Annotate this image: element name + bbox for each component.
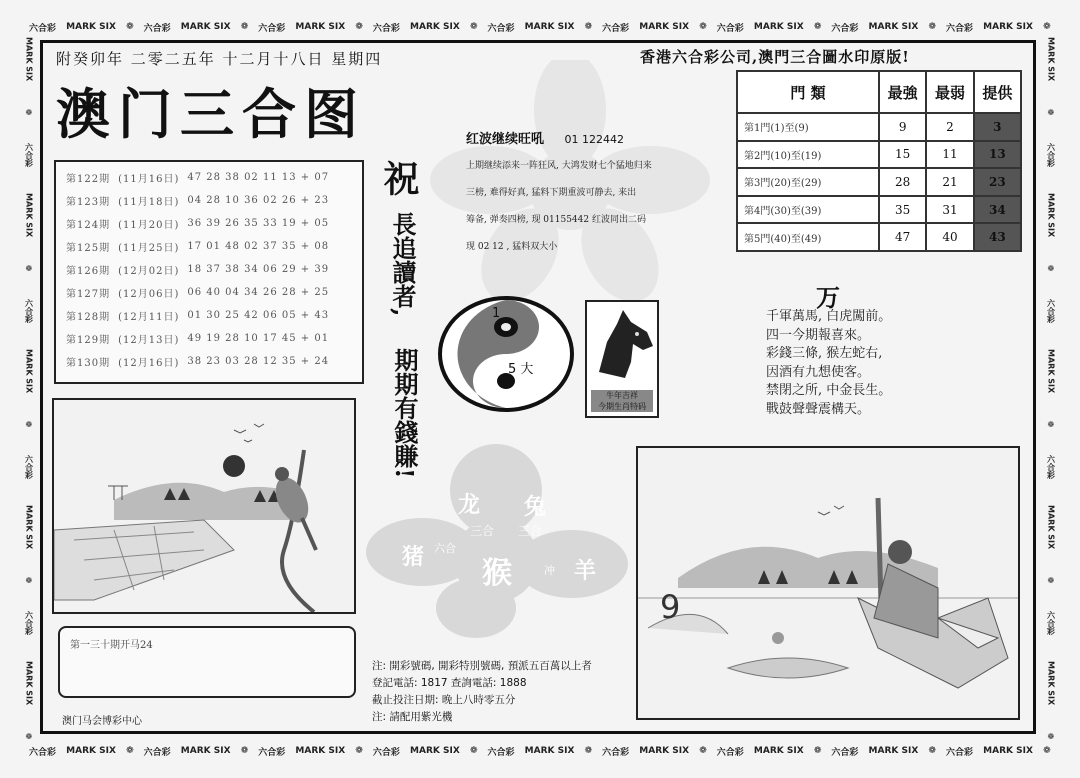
- poem-line: 禁閉之所, 中金長生。: [766, 383, 892, 398]
- draw-history-table: [62, 166, 333, 373]
- fisherman-illustration-icon: [638, 448, 1018, 718]
- border-strip-item: 六合彩: [487, 747, 515, 758]
- border-strip-item: MARK SIX: [524, 22, 575, 32]
- border-strip-item: 六合彩: [24, 611, 34, 636]
- number-table-weak: 40: [926, 223, 973, 251]
- history-numbers: 01 30 25 42 06 05 + 43: [187, 310, 330, 321]
- hotline-line: 三榜, 难得好真, 猛料下期重波可静去, 来出: [466, 188, 637, 198]
- center-name: 澳门马会博彩中心: [62, 716, 142, 727]
- border-strip-item: ❁: [469, 746, 478, 756]
- note-line: 登記電話: 1817 查詢電話: 1888: [372, 677, 527, 689]
- border-strip-item: ❁: [928, 746, 936, 756]
- history-period: 第122期: [66, 174, 111, 185]
- border-strip-item: ❁: [240, 746, 249, 756]
- bottom-border-strip: [24, 740, 1056, 762]
- zodiac-sanhe-left: 三合: [470, 524, 495, 538]
- history-row: [62, 304, 333, 327]
- border-strip-item: ❁: [126, 22, 134, 32]
- border-strip-item: 六合彩: [24, 298, 34, 323]
- border-strip-item: MARK SIX: [639, 22, 690, 32]
- history-period: 第126期: [66, 266, 111, 277]
- border-strip-item: ❁: [1046, 263, 1056, 273]
- border-strip-item: MARK SIX: [24, 661, 34, 706]
- number-table-strong: 15: [879, 141, 926, 169]
- border-strip-item: MARK SIX: [1046, 37, 1056, 82]
- border-strip-item: ❁: [1046, 107, 1056, 117]
- number-table-weak: 11: [926, 141, 973, 169]
- poem-block: [766, 308, 891, 419]
- number-table-row: [737, 168, 1021, 196]
- border-strip-item: MARK SIX: [524, 746, 575, 756]
- border-strip-item: MARK SIX: [410, 22, 460, 32]
- period-note: 第一三十期开马24: [70, 640, 153, 651]
- number-table-label: 第1門(1)至(9): [737, 113, 879, 141]
- border-strip-item: MARK SIX: [983, 746, 1033, 756]
- poem-line: 彩錢三條, 猴左蛇右,: [766, 346, 883, 361]
- hotline-line: 上期继续添来一阵狂风, 大鸿发财七个猛地归来: [466, 161, 652, 171]
- hotline-block: [466, 128, 706, 261]
- border-strip-item: 六合彩: [831, 23, 859, 34]
- border-strip-item: MARK SIX: [753, 22, 804, 32]
- history-date: (12月13日): [118, 335, 180, 346]
- border-strip-item: ❁: [1046, 419, 1056, 429]
- hotline-heading: 红波继续旺吼: [466, 132, 545, 147]
- border-strip-item: MARK SIX: [1046, 661, 1056, 706]
- notes-block: [372, 658, 592, 726]
- border-strip-item: 六合彩: [258, 23, 286, 34]
- date-line: 附癸卯年 二零二五年 十二月十八日 星期四: [56, 50, 383, 68]
- border-strip-item: 六合彩: [946, 747, 974, 758]
- number-table-weak: 31: [926, 196, 973, 224]
- border-strip-item: 六合彩: [24, 142, 34, 167]
- note-line: 注: 請配用紫光機: [372, 711, 453, 723]
- border-strip-item: 六合彩: [1046, 142, 1056, 167]
- border-strip-item: MARK SIX: [639, 746, 690, 756]
- border-strip-item: ❁: [1043, 22, 1051, 32]
- hotline-phone: 01 122442: [564, 133, 625, 146]
- yin-yang-label: 5 大: [508, 362, 534, 377]
- landscape-bird-illustration-icon: [54, 400, 354, 612]
- poem-line: 戰鼓聲聲震構天。: [766, 401, 871, 417]
- number-table-strong: 28: [879, 168, 926, 196]
- number-table-offer: 23: [974, 168, 1021, 196]
- history-date: (11月18日): [118, 197, 180, 208]
- landscape-picture-left: [52, 398, 356, 614]
- number-table-label: 第4門(30)至(39): [737, 196, 879, 224]
- history-date: (11月20日): [118, 220, 180, 231]
- history-period: 第129期: [66, 335, 111, 346]
- number-table-row: [737, 141, 1021, 169]
- number-table-header: 最強: [879, 71, 926, 113]
- zodiac-rabbit: 兔: [524, 494, 547, 520]
- border-strip-item: ❁: [24, 419, 34, 429]
- border-strip-item: MARK SIX: [868, 22, 919, 32]
- border-strip-item: MARK SIX: [1046, 193, 1056, 238]
- border-strip-item: 六合彩: [716, 23, 744, 34]
- right-border-strip: [1040, 24, 1062, 754]
- zodiac-monkey: 猴: [482, 556, 512, 591]
- history-date: (12月16日): [118, 358, 180, 369]
- horse-head-icon: [587, 302, 657, 386]
- number-table-offer: 34: [974, 196, 1021, 224]
- border-strip-item: MARK SIX: [66, 22, 116, 32]
- slogan-wish: 祝: [378, 160, 420, 196]
- border-strip-item: 六合彩: [24, 455, 34, 479]
- history-numbers: 49 19 28 10 17 45 + 01: [187, 333, 330, 344]
- number-table-offer: 13: [974, 141, 1021, 169]
- history-period: 第124期: [66, 220, 111, 231]
- history-row: [62, 235, 333, 258]
- horse-card: [585, 300, 659, 418]
- border-strip-item: 六合彩: [602, 23, 630, 34]
- number-table-strong: 47: [879, 223, 926, 251]
- border-strip-item: 六合彩: [372, 23, 400, 34]
- border-strip-item: ❁: [24, 107, 34, 117]
- history-period: 第125期: [66, 243, 111, 254]
- border-strip-item: 六合彩: [29, 23, 57, 34]
- history-date: (11月25日): [118, 243, 180, 254]
- border-strip-item: MARK SIX: [410, 746, 460, 756]
- number-table-row: [737, 196, 1021, 224]
- zodiac-dragon: 龙: [458, 492, 481, 518]
- number-table-weak: 21: [926, 168, 973, 196]
- picture-digit: 9: [660, 588, 681, 626]
- poem-title: 万: [816, 283, 840, 312]
- border-strip-item: ❁: [355, 22, 363, 32]
- yin-yang-top-number: 1: [492, 306, 501, 321]
- border-strip-item: MARK SIX: [180, 746, 231, 756]
- left-border-strip: [18, 24, 40, 754]
- border-strip-item: 六合彩: [946, 23, 974, 34]
- number-table-strong: 9: [879, 113, 926, 141]
- hotline-line: 筹备, 弹奏四榜, 现 01155442 红波同出二码: [466, 215, 646, 225]
- slogan-earn: 期期有錢賺!: [390, 348, 419, 479]
- border-strip-item: 六合彩: [143, 747, 171, 758]
- history-row: [62, 258, 333, 281]
- history-row: [62, 327, 333, 350]
- border-strip-item: MARK SIX: [180, 22, 231, 32]
- border-strip-item: 六合彩: [258, 747, 286, 758]
- number-table-header: 門 類: [737, 71, 879, 113]
- number-table-label: 第3門(20)至(29): [737, 168, 879, 196]
- border-strip-item: MARK SIX: [24, 193, 34, 238]
- number-table-label: 第2門(10)至(19): [737, 141, 879, 169]
- border-strip-item: MARK SIX: [868, 746, 919, 756]
- slogan-readers: 長追讀者,: [388, 212, 417, 317]
- number-table-row: [737, 223, 1021, 251]
- company-banner: 香港六合彩公司,澳門三合圖水印原版!: [640, 48, 910, 66]
- border-strip-item: 六合彩: [831, 747, 859, 758]
- history-numbers: 36 39 26 35 33 19 + 05: [187, 218, 330, 229]
- border-strip-item: 六合彩: [372, 747, 400, 758]
- history-date: (12月11日): [118, 312, 180, 323]
- border-strip-item: 六合彩: [487, 23, 515, 34]
- history-date: (11月16日): [118, 174, 180, 185]
- history-date: (12月06日): [118, 289, 180, 300]
- draw-history-box: [54, 160, 364, 384]
- number-table-row: [737, 113, 1021, 141]
- border-strip-item: ❁: [928, 22, 936, 32]
- number-group-table: [736, 70, 1022, 252]
- top-border-strip: [24, 16, 1056, 38]
- number-table-label: 第5門(40)至(49): [737, 223, 879, 251]
- zodiac-goat: 羊: [574, 558, 597, 584]
- history-numbers: 47 28 38 02 11 13 + 07: [187, 172, 330, 183]
- note-line: 截止投注日期: 晚上八時零五分: [372, 694, 516, 706]
- zodiac-pig: 猪: [402, 544, 425, 570]
- border-strip-item: ❁: [24, 575, 34, 585]
- border-strip-item: ❁: [126, 746, 134, 756]
- border-strip-item: ❁: [1043, 746, 1051, 756]
- border-strip-item: 六合彩: [716, 747, 744, 758]
- border-strip-item: ❁: [813, 746, 822, 756]
- border-strip-item: ❁: [584, 746, 593, 756]
- border-strip-item: MARK SIX: [983, 22, 1033, 32]
- history-period: 第130期: [66, 358, 111, 369]
- page-title: 澳门三合图: [56, 83, 366, 146]
- history-numbers: 04 28 10 36 02 26 + 23: [187, 195, 330, 206]
- border-strip-item: MARK SIX: [1046, 349, 1056, 394]
- history-row: [62, 166, 333, 189]
- horse-card-line2: 今期生肖特码: [598, 402, 646, 411]
- history-numbers: 18 37 38 34 06 29 + 39: [187, 264, 330, 275]
- history-row: [62, 281, 333, 304]
- number-table-offer: 43: [974, 223, 1021, 251]
- border-strip-item: 六合彩: [29, 747, 57, 758]
- history-numbers: 06 40 04 34 26 28 + 25: [187, 287, 330, 298]
- border-strip-item: ❁: [240, 22, 249, 32]
- poem-line: 千軍萬馬, 白虎闖前。: [766, 309, 892, 324]
- yin-yang-icon: [436, 296, 576, 412]
- border-strip-item: ❁: [1046, 731, 1056, 741]
- border-strip-item: MARK SIX: [66, 746, 116, 756]
- border-strip-item: 六合彩: [143, 23, 171, 34]
- history-numbers: 17 01 48 02 37 35 + 08: [187, 241, 330, 252]
- zodiac-sanhe-right: 三合: [518, 524, 543, 538]
- border-strip-item: MARK SIX: [295, 22, 346, 32]
- border-strip-item: MARK SIX: [24, 37, 34, 82]
- border-strip-item: 六合彩: [1046, 455, 1056, 479]
- number-table-header: 提供: [974, 71, 1021, 113]
- zodiac-chong: 冲: [544, 564, 555, 577]
- border-strip-item: MARK SIX: [1046, 505, 1056, 550]
- number-table-weak: 2: [926, 113, 973, 141]
- history-date: (12月02日): [118, 266, 180, 277]
- number-table-offer: 3: [974, 113, 1021, 141]
- border-strip-item: ❁: [24, 263, 34, 273]
- border-strip-item: ❁: [1046, 575, 1056, 585]
- history-period: 第123期: [66, 197, 111, 208]
- border-strip-item: ❁: [584, 22, 593, 32]
- border-strip-item: ❁: [699, 746, 707, 756]
- horse-card-line1: 牛年吉祥: [606, 391, 638, 400]
- border-strip-item: ❁: [355, 746, 363, 756]
- history-row: [62, 350, 333, 373]
- history-row: [62, 212, 333, 235]
- border-strip-item: 六合彩: [1046, 611, 1056, 636]
- history-period: 第128期: [66, 312, 111, 323]
- border-strip-item: MARK SIX: [295, 746, 346, 756]
- poem-line: 因酒有九想使客。: [766, 364, 871, 380]
- zodiac-liuhe: 六合: [434, 542, 456, 555]
- poem-line: 四一今期報喜來。: [766, 327, 871, 343]
- border-strip-item: ❁: [699, 22, 707, 32]
- landscape-picture-right: [636, 446, 1020, 720]
- border-strip-item: 六合彩: [1046, 298, 1056, 323]
- border-strip-item: ❁: [24, 731, 34, 741]
- border-strip-item: MARK SIX: [24, 505, 34, 550]
- border-strip-item: 六合彩: [602, 747, 630, 758]
- history-row: [62, 189, 333, 212]
- period-note-box: [58, 626, 356, 698]
- border-strip-item: ❁: [813, 22, 822, 32]
- history-period: 第127期: [66, 289, 111, 300]
- history-numbers: 38 23 03 28 12 35 + 24: [187, 356, 330, 367]
- number-table-header: 最弱: [926, 71, 973, 113]
- border-strip-item: MARK SIX: [753, 746, 804, 756]
- hotline-line: 现 02 12 , 猛料双大小: [466, 242, 558, 252]
- border-strip-item: MARK SIX: [24, 349, 34, 394]
- number-table-strong: 35: [879, 196, 926, 224]
- border-strip-item: ❁: [469, 22, 478, 32]
- note-line: 注: 開彩號碼, 開彩特別號碼, 預派五百萬以上者: [372, 660, 592, 672]
